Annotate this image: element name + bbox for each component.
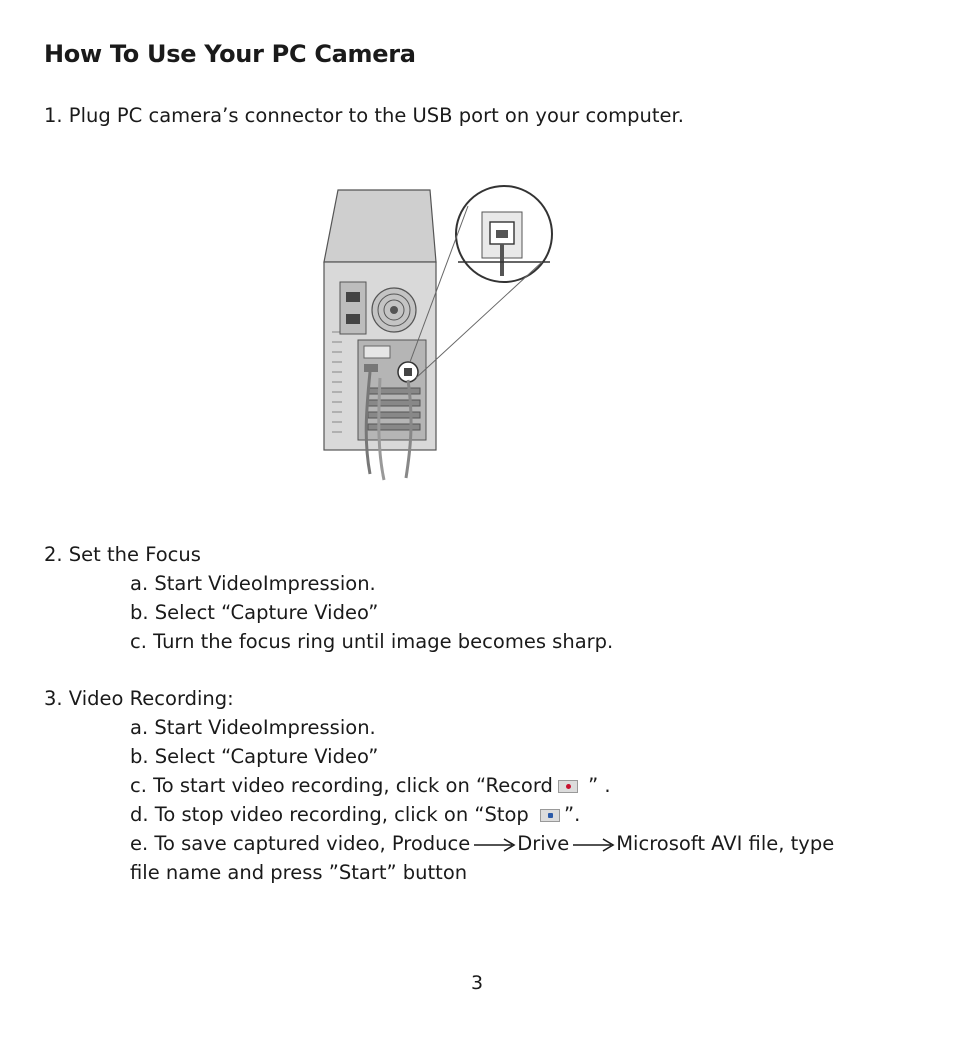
page-number: 3 bbox=[470, 972, 484, 994]
step-2b: b. Select “Capture Video” bbox=[130, 601, 379, 624]
step-3d-end: ”. bbox=[564, 803, 581, 826]
step-3-heading: 3. Video Recording: bbox=[44, 687, 234, 710]
step-3c bbox=[130, 774, 611, 798]
step-3e bbox=[130, 832, 834, 856]
step-3d bbox=[130, 803, 580, 827]
step-3b: b. Select “Capture Video” bbox=[130, 745, 379, 768]
stop-icon bbox=[540, 809, 560, 822]
page-title: How To Use Your PC Camera bbox=[44, 40, 416, 68]
step-3c-text: c. To start video recording, click on “Record bbox=[130, 774, 553, 797]
step-3e-line2: file name and press ”Start” button bbox=[130, 861, 468, 884]
step-2c: c. Turn the focus ring until image becomes sharp. bbox=[130, 630, 614, 653]
arrow-right-icon bbox=[474, 838, 516, 852]
step-2-heading: 2. Set the Focus bbox=[44, 543, 201, 566]
step-3a: a. Start VideoImpression. bbox=[130, 716, 376, 739]
step-3e-text: e. To save captured video, Produce bbox=[130, 832, 471, 855]
step-3c-end: ” . bbox=[581, 774, 611, 797]
pc-tower-usb-icon bbox=[318, 182, 558, 482]
arrow-right-icon bbox=[573, 838, 615, 852]
step-2a: a. Start VideoImpression. bbox=[130, 572, 376, 595]
record-icon bbox=[558, 780, 578, 793]
step-3d-text: d. To stop video recording, click on “Stop bbox=[130, 803, 536, 826]
step-3e-drive: Drive bbox=[517, 832, 570, 855]
step-3e-avi: Microsoft AVI file, type bbox=[616, 832, 835, 855]
step-1: 1. Plug PC camera’s connector to the USB port on your computer. bbox=[44, 104, 684, 127]
